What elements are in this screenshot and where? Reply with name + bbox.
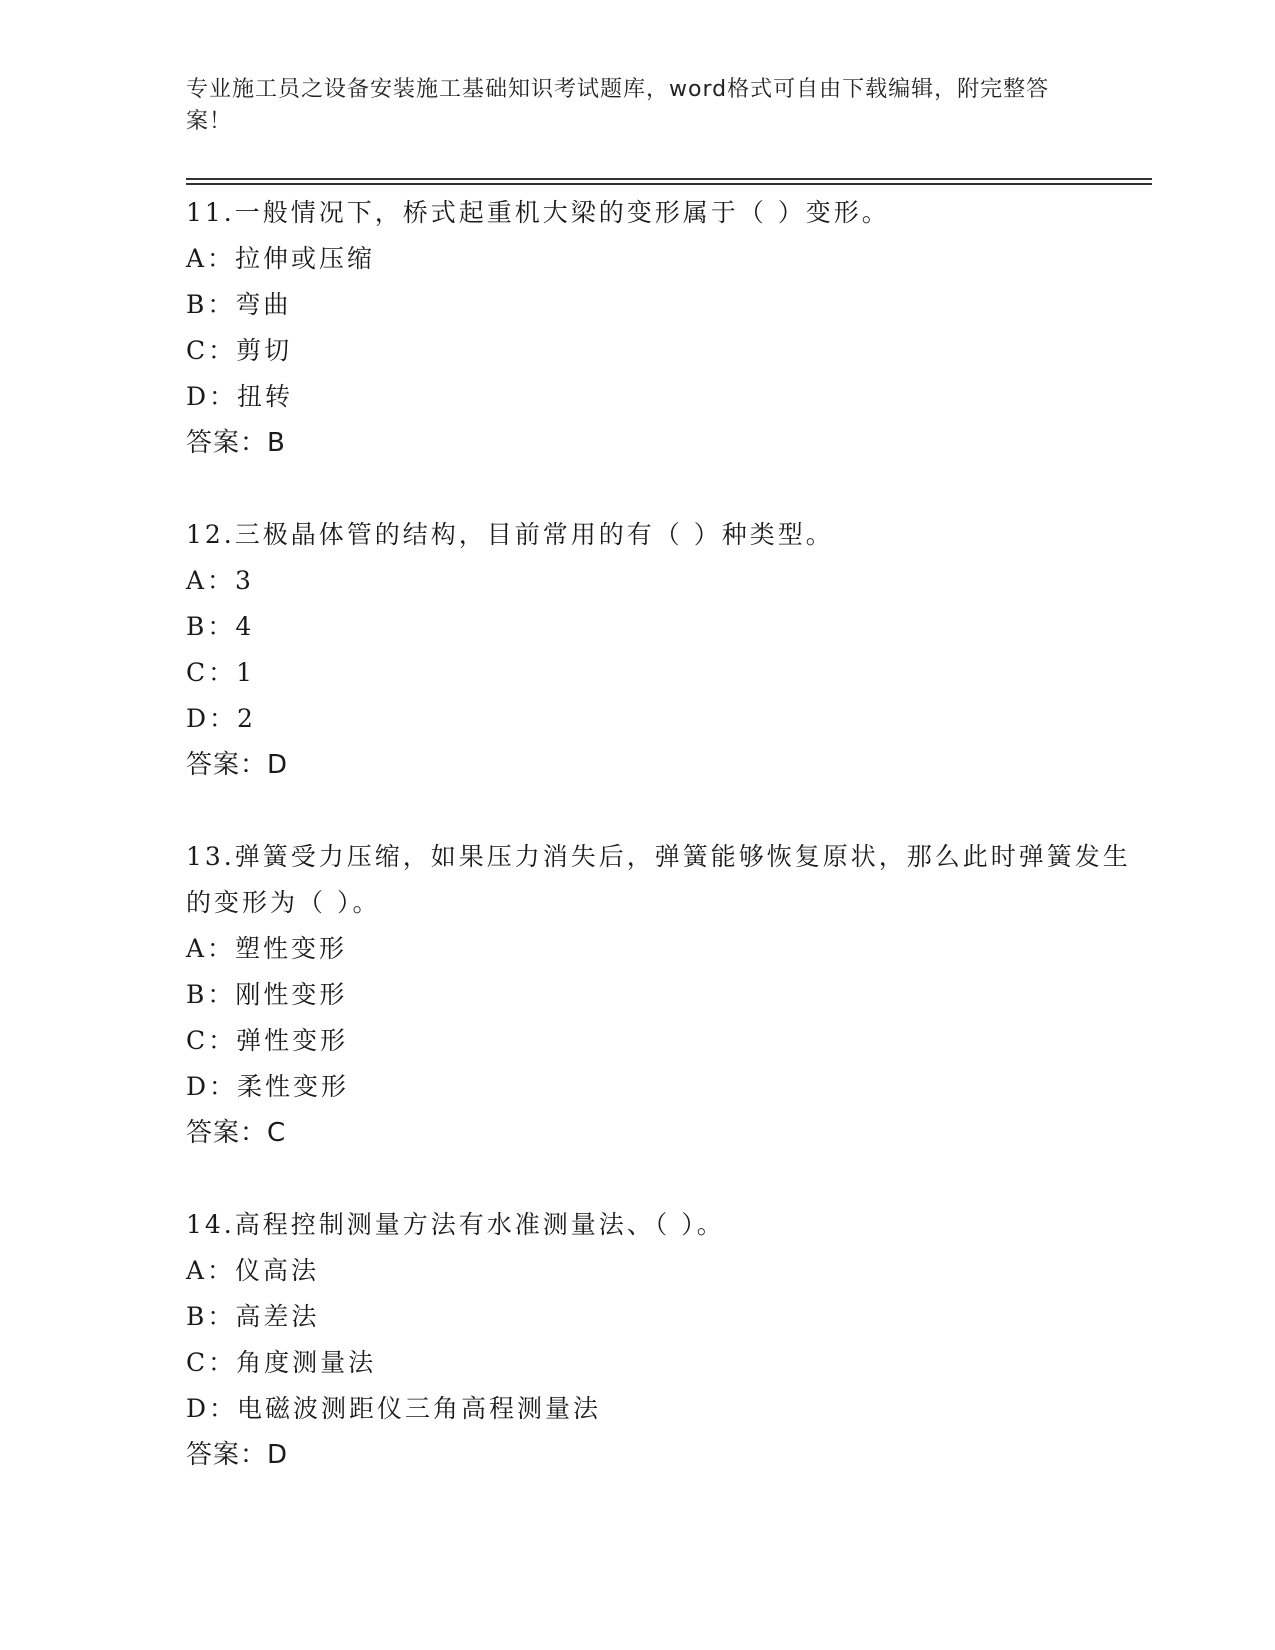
option-a: A：拉伸或压缩 — [186, 244, 376, 273]
question-stem: 12.三极晶体管的结构，目前常用的有（ ）种类型。 — [186, 520, 834, 549]
header-divider-bottom — [186, 183, 1152, 185]
answer: 答案：B — [186, 428, 286, 458]
option-c: C：1 — [186, 658, 256, 687]
document-header: 专业施工员之设备安装施工基础知识考试题库，word格式可自由下载编辑，附完整答案！ — [186, 77, 1050, 134]
option-a: A：塑性变形 — [186, 934, 348, 963]
option-b: B：4 — [186, 612, 255, 641]
question-11 — [186, 190, 1146, 466]
option-d: D：扭转 — [186, 382, 294, 411]
question-stem: 13.弹簧受力压缩，如果压力消失后，弹簧能够恢复原状，那么此时弹簧发生的变形为（ ）。 — [186, 842, 1131, 917]
answer: 答案：D — [186, 1440, 289, 1470]
option-a: A：仪高法 — [186, 1256, 320, 1285]
question-list — [186, 190, 1146, 1524]
option-d: D：电磁波测距仪三角高程测量法 — [186, 1394, 602, 1423]
question-stem: 11.一般情况下，桥式起重机大梁的变形属于（ ）变形。 — [186, 198, 890, 227]
header-divider-top — [186, 178, 1152, 180]
option-d: D：柔性变形 — [186, 1072, 350, 1101]
option-a: A：3 — [186, 566, 254, 595]
question-14 — [186, 1202, 1146, 1478]
option-b: B：高差法 — [186, 1302, 320, 1331]
question-stem: 14.高程控制测量方法有水准测量法、（ ）。 — [186, 1210, 725, 1239]
question-12 — [186, 512, 1146, 788]
option-b: B：刚性变形 — [186, 980, 348, 1009]
option-c: C：弹性变形 — [186, 1026, 349, 1055]
answer: 答案：D — [186, 750, 289, 780]
option-b: B：弯曲 — [186, 290, 292, 319]
question-13 — [186, 834, 1146, 1156]
answer: 答案：C — [186, 1118, 287, 1148]
option-c: C：剪切 — [186, 336, 293, 365]
option-d: D：2 — [186, 704, 256, 733]
option-c: C：角度测量法 — [186, 1348, 377, 1377]
